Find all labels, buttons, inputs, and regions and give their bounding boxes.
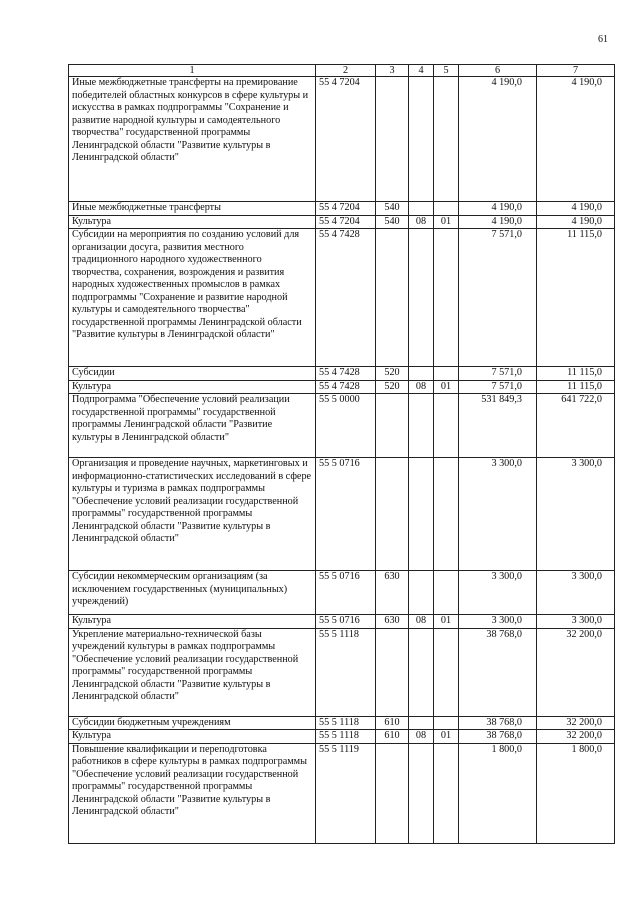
row-amount-col6: 38 768,0 [459,716,537,730]
table-header [69,65,615,77]
row-name: Культура [69,215,316,229]
row-section [409,571,434,615]
table-row [69,394,615,458]
row-amount-col7: 3 300,0 [537,458,615,571]
row-expense-type: 610 [376,730,409,744]
header-cell: 4 [409,65,434,77]
row-section [409,458,434,571]
row-name: Субсидии [69,367,316,381]
row-amount-col7: 4 190,0 [537,77,615,202]
row-subsection [434,229,459,367]
row-target-code: 55 5 1118 [316,628,376,716]
budget-table [68,64,615,844]
row-subsection: 01 [434,380,459,394]
row-target-code: 55 4 7428 [316,367,376,381]
row-amount-col6: 38 768,0 [459,730,537,744]
row-amount-col6: 3 300,0 [459,615,537,629]
header-cell: 1 [69,65,316,77]
header-cell: 7 [537,65,615,77]
row-expense-type [376,77,409,202]
table-row [69,458,615,571]
row-expense-type: 630 [376,571,409,615]
row-expense-type: 630 [376,615,409,629]
row-name: Иные межбюджетные трансферты на премирование победителей областных конкурсов в сфере культуры и искусства в рамках подпрограммы "Сохранение и развитие народной культуры и самодеятельного творчества" государственной программы Ленинградской области "Развитие культуры в Ленинградской области" [69,77,316,202]
row-amount-col6: 7 571,0 [459,367,537,381]
row-expense-type: 610 [376,716,409,730]
row-section [409,202,434,216]
row-amount-col6: 4 190,0 [459,202,537,216]
row-name: Субсидии на мероприятия по созданию условий для организации досуга, развития местного традиционного народного художественного творчества, сохранения, возрождения и развития народных художественных промыслов в рамках подпрограммы "Сохранение и развитие народной культуры и самодеятельного творчества" государственной программы Ленинградской области "Развитие культуры в Ленинградской области" [69,229,316,367]
table-row [69,367,615,381]
row-target-code: 55 5 0000 [316,394,376,458]
row-target-code: 55 4 7204 [316,202,376,216]
row-expense-type: 520 [376,380,409,394]
header-cell: 5 [434,65,459,77]
page-number: 61 [598,34,608,45]
row-amount-col7: 32 200,0 [537,716,615,730]
row-name: Субсидии некоммерческим организациям (за исключением государственных (муниципальных) учреждений) [69,571,316,615]
row-section [409,77,434,202]
row-name: Укрепление материально-технической базы учреждений культуры в рамках подпрограммы "Обеспечение условий реализации государственной программы" государственной программы Ленинградской области "Развитие культуры в Ленинградской области" [69,628,316,716]
row-target-code: 55 4 7204 [316,215,376,229]
row-name: Субсидии бюджетным учреждениям [69,716,316,730]
row-amount-col7: 32 200,0 [537,730,615,744]
row-section: 08 [409,215,434,229]
row-name: Организация и проведение научных, маркетинговых и информационно-статистических исследований в сфере культуры и туризма в рамках подпрограммы "Обеспечение условий реализации государственной программы" государственной программы Ленинградской области "Развитие культуры в Ленинградской области" [69,458,316,571]
row-name: Подпрограмма "Обеспечение условий реализации государственной программы" государственной программы Ленинградской области "Развитие культуры в Ленинградской области" [69,394,316,458]
header-cell: 2 [316,65,376,77]
row-section [409,716,434,730]
row-name: Культура [69,730,316,744]
row-subsection [434,202,459,216]
row-name: Культура [69,380,316,394]
row-target-code: 55 4 7428 [316,380,376,394]
row-amount-col6: 4 190,0 [459,215,537,229]
row-subsection [434,458,459,571]
header-cell: 6 [459,65,537,77]
row-expense-type: 540 [376,202,409,216]
table-row [69,628,615,716]
row-amount-col6: 531 849,3 [459,394,537,458]
row-amount-col7: 32 200,0 [537,628,615,716]
row-amount-col7: 1 800,0 [537,743,615,843]
row-amount-col6: 1 800,0 [459,743,537,843]
header-cell: 3 [376,65,409,77]
row-subsection [434,77,459,202]
table-row [69,202,615,216]
row-name: Иные межбюджетные трансферты [69,202,316,216]
row-amount-col7: 641 722,0 [537,394,615,458]
row-amount-col6: 38 768,0 [459,628,537,716]
row-amount-col6: 3 300,0 [459,571,537,615]
row-name: Повышение квалификации и переподготовка работников в сфере культуры в рамках подпрограммы "Обеспечение условий реализации государственной программы" государственной программы Ленинградской области "Развитие культуры в Ленинградской области" [69,743,316,843]
table-row [69,716,615,730]
row-subsection: 01 [434,730,459,744]
row-section [409,367,434,381]
table-row [69,380,615,394]
row-section: 08 [409,615,434,629]
row-expense-type [376,458,409,571]
header-row [69,65,615,77]
row-section [409,229,434,367]
row-subsection: 01 [434,215,459,229]
row-section: 08 [409,380,434,394]
row-amount-col7: 11 115,0 [537,229,615,367]
row-section [409,743,434,843]
row-amount-col7: 11 115,0 [537,367,615,381]
row-subsection: 01 [434,615,459,629]
row-target-code: 55 5 1119 [316,743,376,843]
row-amount-col7: 11 115,0 [537,380,615,394]
row-amount-col7: 4 190,0 [537,202,615,216]
table-row [69,215,615,229]
row-subsection [434,743,459,843]
row-subsection [434,628,459,716]
table-body [69,77,615,844]
row-target-code: 55 5 1118 [316,730,376,744]
row-amount-col6: 7 571,0 [459,380,537,394]
row-amount-col6: 7 571,0 [459,229,537,367]
row-name: Культура [69,615,316,629]
row-amount-col7: 3 300,0 [537,615,615,629]
row-section [409,628,434,716]
table-row [69,229,615,367]
row-expense-type [376,229,409,367]
row-expense-type [376,743,409,843]
row-subsection [434,716,459,730]
budget-table-wrapper [68,64,614,844]
row-target-code: 55 4 7428 [316,229,376,367]
row-amount-col7: 3 300,0 [537,571,615,615]
row-amount-col6: 4 190,0 [459,77,537,202]
row-target-code: 55 5 0716 [316,571,376,615]
table-row [69,730,615,744]
row-expense-type: 540 [376,215,409,229]
row-section: 08 [409,730,434,744]
row-subsection [434,367,459,381]
table-row [69,77,615,202]
row-target-code: 55 5 0716 [316,458,376,571]
row-expense-type [376,628,409,716]
row-target-code: 55 5 0716 [316,615,376,629]
row-target-code: 55 4 7204 [316,77,376,202]
table-row [69,615,615,629]
row-expense-type: 520 [376,367,409,381]
row-subsection [434,394,459,458]
row-target-code: 55 5 1118 [316,716,376,730]
row-expense-type [376,394,409,458]
table-row [69,743,615,843]
row-subsection [434,571,459,615]
row-amount-col7: 4 190,0 [537,215,615,229]
row-section [409,394,434,458]
row-amount-col6: 3 300,0 [459,458,537,571]
table-row [69,571,615,615]
